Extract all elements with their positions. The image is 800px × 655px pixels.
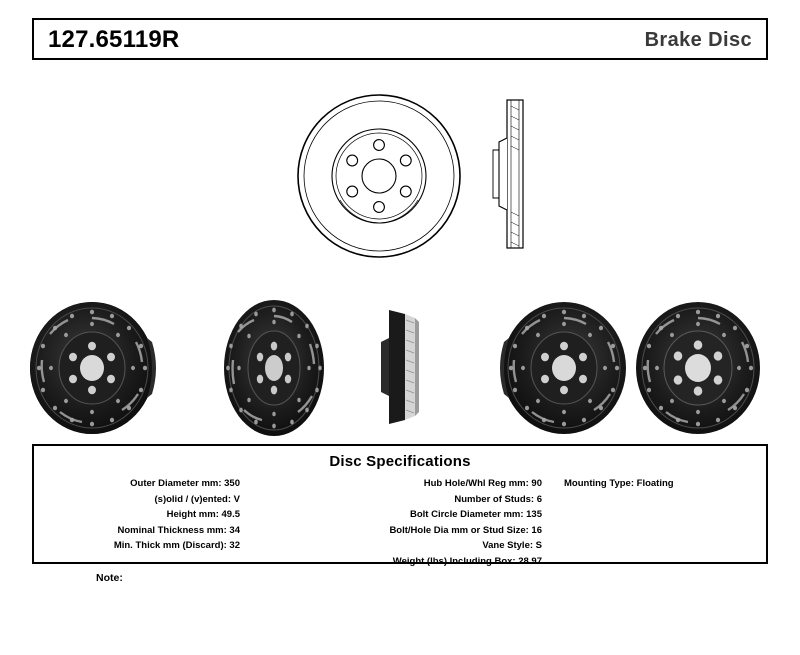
specs-columns	[34, 476, 766, 569]
specs-column-right	[546, 476, 766, 569]
spec-height: Height mm: 49.5	[166, 509, 240, 520]
disc-specifications-panel	[32, 444, 768, 567]
spec-mounting-type: Mounting Type: Floating	[564, 478, 674, 489]
part-number: 127.65119R	[48, 26, 180, 53]
brake-disc-face-outline-icon	[295, 92, 463, 260]
product-photo-row	[20, 298, 780, 438]
note-label: Note:	[96, 572, 123, 584]
spec-min-thickness: Min. Thick mm (Discard): 32	[113, 540, 240, 551]
spec-hub-hole: Hub Hole/Whl Reg mm: 90	[423, 478, 542, 489]
page-title: Brake Disc	[644, 29, 752, 51]
spec-weight: Weight (lbs) Including Box: 28.97	[392, 555, 542, 567]
rotor-edge-profile-image	[375, 308, 427, 426]
spec-nominal-thickness: Nominal Thickness mm: 34	[117, 524, 240, 536]
spec-solid-vented: (s)olid / (v)ented: V	[154, 493, 240, 505]
line-drawing-row	[32, 92, 768, 282]
spec-number-of-studs: Number of Studs: 6	[454, 493, 542, 505]
drilled-slotted-rotor-angle-right-image	[490, 298, 630, 438]
header-bar	[32, 18, 768, 60]
spec-vane-style: Vane Style: S	[482, 540, 542, 551]
drilled-slotted-rotor-front-image	[204, 298, 344, 438]
drilled-slotted-rotor-hub-view-image	[632, 298, 772, 438]
specs-title: Disc Specifications	[329, 453, 471, 470]
specs-column-left	[34, 476, 246, 569]
spec-bolt-hole-dia: Bolt/Hole Dia mm or Stud Size: 16	[389, 524, 542, 536]
drilled-slotted-rotor-angle-left-image	[26, 298, 166, 438]
specs-column-middle	[246, 476, 546, 569]
brake-disc-edge-outline-icon	[487, 94, 547, 254]
spec-bolt-circle-diameter: Bolt Circle Diameter mm: 135	[410, 509, 542, 520]
spec-outer-diameter: Outer Diameter mm: 350	[130, 478, 240, 489]
